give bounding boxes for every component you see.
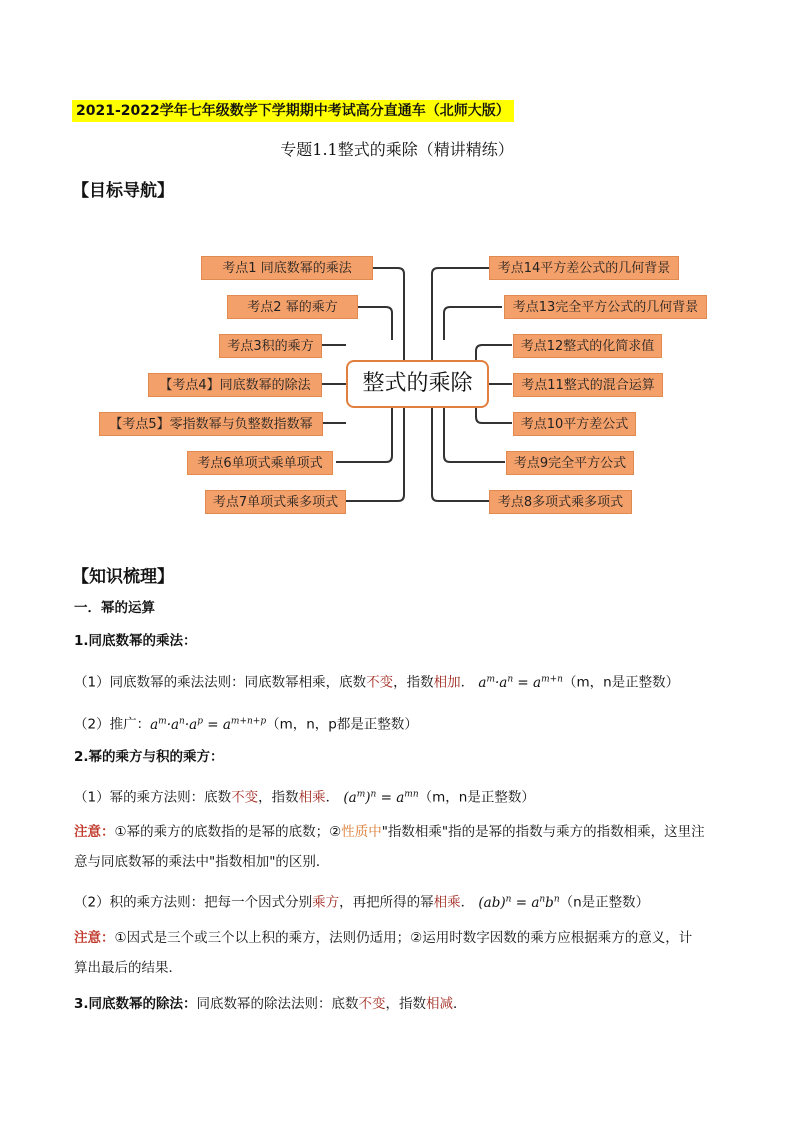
mindmap-node-10: 考点10平方差公式 [513,412,636,436]
mindmap-node-3: 考点3积的乘方 [219,334,322,358]
note-1-line-1: 注意：①幂的乘方的底数指的是幂的底数；②性质中"指数相乘"指的是幂的指数与乘方的指数相乘，这里注 [74,824,705,840]
rule-same-base-divide: 3.同底数幂的除法：同底数幂的除法法则：底数不变，指数相减． [74,996,467,1012]
mindmap-center-node: 整式的乘除 [346,360,489,408]
rule-power-of-power: （1）幂的乘方法则：底数不变，指数相乘． $(a^m)^n = a^{mn}(m$，n是正整数） [74,789,535,806]
section-goal-heading: 【目标导航】 [72,181,174,201]
heading-same-base-multiply: 1.同底数幂的乘法： [74,633,197,649]
heading-power-of-power: 2.幂的乘方与积的乘方： [74,749,224,765]
section-knowledge-heading: 【知识梳理】 [72,567,174,587]
mindmap-node-2: 考点2 幂的乘方 [227,295,358,319]
rule-power-of-product: （2）积的乘方法则：把每一个因式分别乘方，再把所得的幂相乘． $(ab)^n = a^nb^n(n$是正整数） [74,894,650,911]
formula-am-an-ap: $a^m\cdot a^n\cdot a^p = a^{m+n+p}$ [150,716,267,733]
mindmap-node-9: 考点9完全平方公式 [506,451,634,475]
mindmap-node-12: 考点12整式的化简求值 [513,334,662,358]
mindmap-node-6: 考点6单项式乘单项式 [187,451,333,475]
mindmap-node-13: 考点13完全平方公式的几何背景 [504,295,707,319]
formula-power-of-product: $(ab)^n = a^nb^n$ [478,894,560,911]
heading-power-operations: 一．幂的运算 [74,600,155,616]
document-subtitle: 专题1.1整式的乘除（精讲精练） [280,140,514,159]
mindmap-node-7: 考点7单项式乘多项式 [205,490,346,514]
mindmap-node-4: 【考点4】同底数幂的除法 [148,373,322,397]
mindmap-node-11: 考点11整式的混合运算 [513,373,663,397]
document-title: 2021-2022学年七年级数学下学期期中考试高分直通车（北师大版） [72,100,514,122]
rule-same-base-multiply: （1）同底数幂的乘法法则：同底数幂相乘，底数不变，指数相加． $a^m\cdot a^n = a^{m+n}(m$，n是正整数） [74,674,680,691]
formula-am-an: $a^m\cdot a^n = a^{m+n}$ [478,674,563,691]
note-1-line-2: 意与同底数幂的乘法中"指数相加"的区别． [74,854,330,870]
note-2-line-2: 算出最后的结果． [74,960,182,976]
mindmap-node-8: 考点8多项式乘多项式 [489,490,632,514]
formula-power-of-power: $(a^m)^n = a^{mn}$ [343,789,419,806]
note-2-line-1: 注意：①因式是三个或三个以上积的乘方，法则仍适用；②运用时数字因数的乘方应根据乘方的意义，计 [74,930,693,946]
mindmap-node-1: 考点1 同底数幂的乘法 [201,256,373,280]
mindmap-node-14: 考点14平方差公式的几何背景 [489,256,679,280]
mindmap-node-5: 【考点5】零指数幂与负整数指数幂 [99,412,323,436]
rule-generalization: （2）推广：$a^m\cdot a^n\cdot a^p = a^{m+n+p}(m$，n，p都是正整数） [74,716,418,733]
